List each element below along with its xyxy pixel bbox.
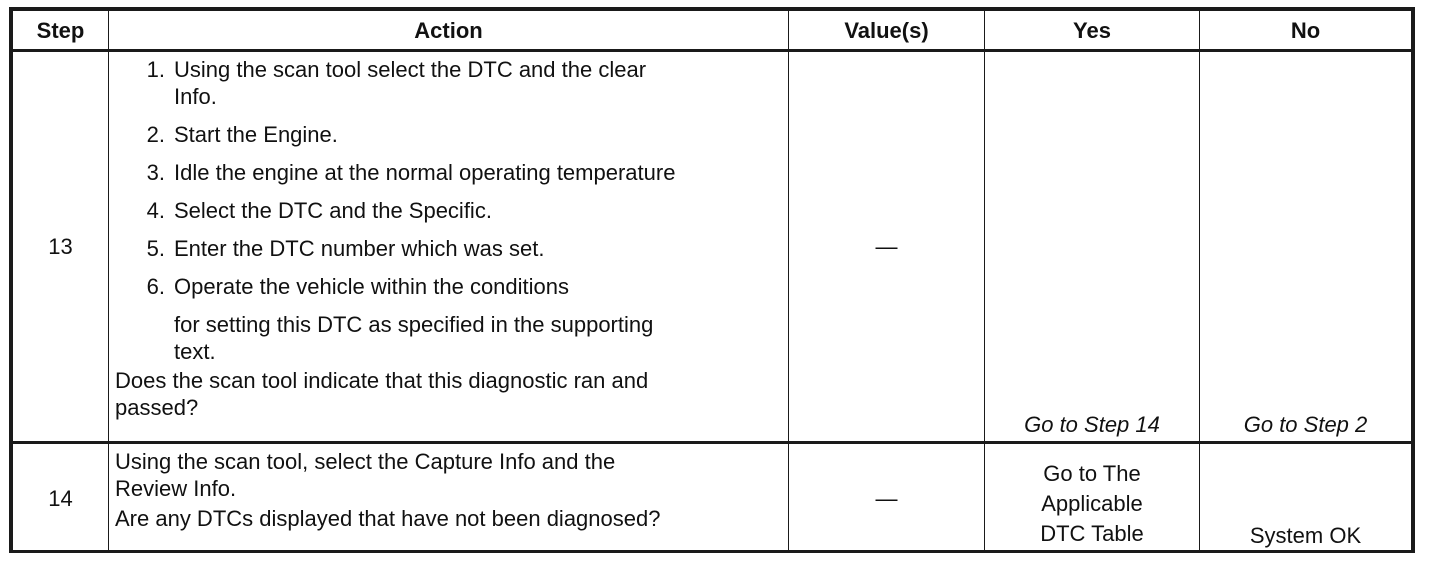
no-result: Go to Step 2: [1200, 51, 1412, 443]
step-number: 14: [13, 443, 109, 553]
step-text: Select the DTC and the Specific.: [174, 198, 492, 223]
step-index: 6.: [146, 274, 165, 299]
action-step: [115, 56, 782, 110]
action-cell: [109, 51, 789, 443]
step-index: 2.: [146, 122, 165, 147]
action-steps-list: [115, 56, 782, 365]
step-text: Operate the vehicle within the conditions: [174, 274, 570, 299]
diagnostic-table-frame: [9, 7, 1415, 553]
step-text: for setting this DTC as specified in the supporting: [174, 312, 654, 337]
step-text: Enter the DTC number which was set.: [174, 236, 545, 261]
step-number: 13: [13, 51, 109, 443]
step-text: Start the Engine.: [174, 122, 338, 147]
action-step: [115, 235, 782, 262]
diagnostic-question: Are any DTCs displayed that have not been diagnosed?: [115, 506, 661, 531]
diagnostic-question: [115, 367, 782, 421]
header-yes: Yes: [985, 11, 1200, 51]
header-no: No: [1200, 11, 1412, 51]
step-text: Idle the engine at the normal operating temperature: [174, 160, 676, 185]
question-text: Does the scan tool indicate that this diagnostic ran and: [115, 368, 649, 393]
step-text: Info.: [174, 84, 217, 109]
diagnostic-table: [12, 10, 1412, 553]
no-result: System OK: [1200, 443, 1412, 553]
table-row-step-13: [13, 51, 1412, 443]
action-step: [115, 159, 782, 186]
question-text: passed?: [115, 395, 199, 420]
yes-result-line: Go to The: [1043, 461, 1141, 486]
step-text: Using the scan tool select the DTC and the clear: [174, 57, 647, 82]
header-row: [13, 11, 1412, 51]
yes-result-line: DTC Table: [1040, 521, 1144, 546]
action-text: Review Info.: [115, 476, 237, 501]
step-text: text.: [174, 339, 216, 364]
value-cell: —: [789, 51, 985, 443]
step-index: 3.: [146, 160, 165, 185]
action-step: [115, 273, 782, 365]
yes-result: [985, 443, 1200, 553]
step-index: 4.: [146, 198, 165, 223]
action-step: [115, 121, 782, 148]
table-row-step-14: [13, 443, 1412, 553]
action-text: Using the scan tool, select the Capture Info and the: [115, 449, 616, 474]
action-cell: [109, 443, 789, 553]
header-action: Action: [109, 11, 789, 51]
action-step: [115, 197, 782, 224]
yes-result-line: Applicable: [1041, 491, 1143, 516]
yes-result: Go to Step 14: [985, 51, 1200, 443]
step-index: 1.: [146, 57, 165, 82]
header-values: Value(s): [789, 11, 985, 51]
step-index: 5.: [146, 236, 165, 261]
header-step: Step: [13, 11, 109, 51]
value-cell: —: [789, 443, 985, 553]
